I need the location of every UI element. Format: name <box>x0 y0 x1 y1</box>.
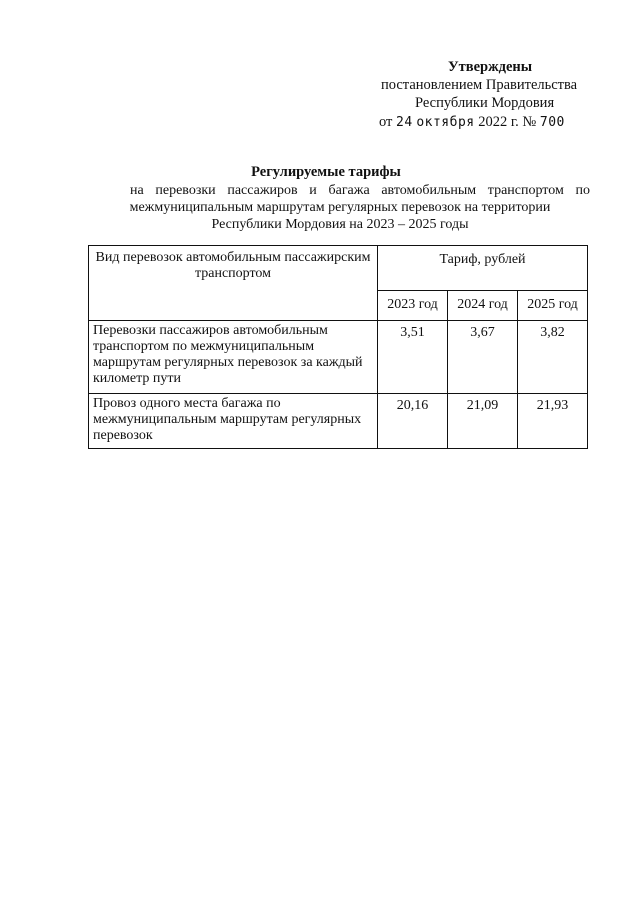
resolution-number: 700 <box>539 115 565 130</box>
date-month: октября <box>416 115 475 130</box>
header-year-2025: 2025 год <box>518 290 588 320</box>
header-tariff: Тариф, рублей <box>378 246 588 291</box>
date-day: 24 <box>396 115 413 130</box>
tariff-value-2025: 3,82 <box>518 321 588 394</box>
approval-title: Утверждены <box>448 59 533 75</box>
header-year-2023: 2023 год <box>378 290 448 320</box>
approval-line-resolution: постановлением Правительства <box>381 77 578 93</box>
tariff-value-2025: 21,93 <box>518 394 588 449</box>
tariff-value-2023: 20,16 <box>378 394 448 449</box>
number-sign: № <box>522 114 537 130</box>
document-title: Регулируемые тарифы <box>251 164 401 180</box>
table-row <box>89 321 588 394</box>
row-label: Провоз одного места багажа по межмуниципальным маршрутам регулярных перевозок <box>89 394 378 449</box>
subtitle-line-2: межмуниципальным маршрутам регулярных перевозок на территории <box>129 200 551 215</box>
table-row <box>89 394 588 449</box>
header-transport-kind: Вид перевозок автомобильным пассажирским транспортом <box>89 246 378 321</box>
document-subtitle <box>90 182 590 233</box>
subtitle-line-3: Республики Мордовия на 2023 – 2025 годы <box>211 217 469 232</box>
tariff-value-2024: 3,67 <box>448 321 518 394</box>
date-year: 2022 г. <box>478 114 519 130</box>
table-header-row <box>89 246 588 291</box>
tariff-value-2023: 3,51 <box>378 321 448 394</box>
tariff-value-2024: 21,09 <box>448 394 518 449</box>
approval-line-republic: Республики Мордовия <box>415 95 555 111</box>
row-label: Перевозки пассажиров автомобильным транспортом по межмуниципальным маршрутам регулярных перевозок за каждый километр пути <box>89 321 378 394</box>
header-year-2024: 2024 год <box>448 290 518 320</box>
approval-date-line <box>360 113 610 132</box>
subtitle-line-1: на перевозки пассажиров и багажа автомобильным транспортом по <box>130 183 590 198</box>
tariff-table <box>88 245 588 449</box>
approval-block <box>360 58 610 132</box>
date-prefix: от <box>379 114 393 130</box>
